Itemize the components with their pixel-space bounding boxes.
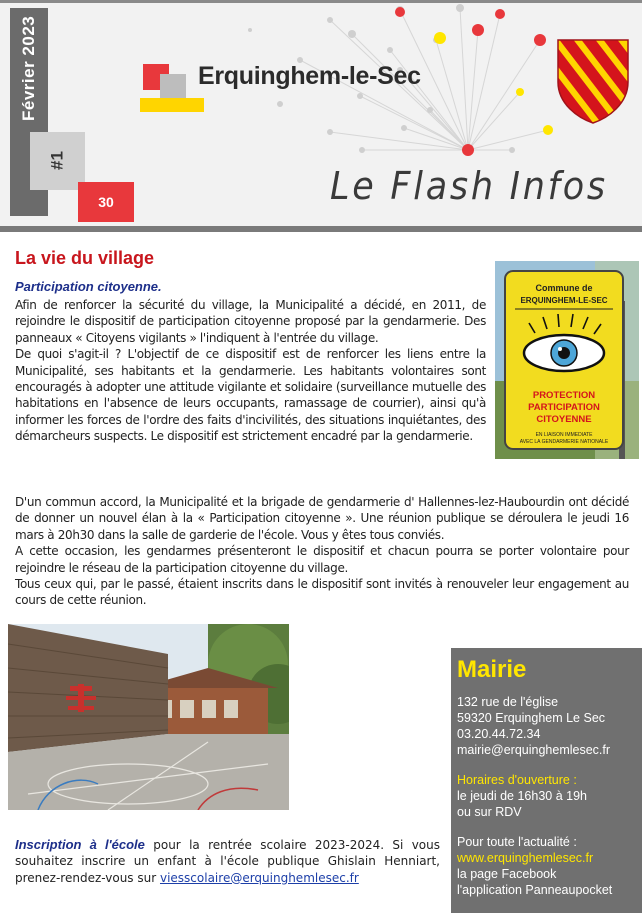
mairie-address-line: 132 rue de l'église [457,695,559,709]
mairie-title: Mairie [457,656,527,683]
sign-line: EN LIAISON IMMEDIATE [535,432,593,438]
section-title: La vie du village [15,248,155,268]
paragraph: De quoi s'agit-il ? L'objectif de ce dispositif est de renforcer les liens entre la Municipalité, ses habitants et la gendarmerie. Les habitants volontaires sont encouragés à adopter une attitude vigilante et solidaire (surveillance mutuelle des habitations en l'absence de leurs occupants, ramassage de courrier), ainsi qu'à informer les forces de l'ordre des faits d'incivilités, des situations inquiétantes, des démarcheurs suspects. Le dispositif est strictement encadré par la gendarmerie. [15,347,486,444]
hours-line: ou sur RDV [457,805,522,819]
enrollment-text: pour la rentrée scolaire 2023-2024. Si vous souhaitez inscrire un enfant à l'école publique Ghislain Henniart, prenez-rendez-vous sur [15,838,440,885]
paragraph: Afin de renforcer la sécurité du village, la Municipalité a décidé, en 2011, de rejoindre le dispositif de participation citoyenne proposé par la gendarmerie. Des panneaux « Citoyens vigilants » l'indiquent à l'entrée du village. [15,298,486,345]
newsletter-title: Le Flash Infos [330,164,608,208]
hours-label: Horaires d'ouverture : [457,773,577,787]
news-label: Pour toute l'actualité : [457,835,577,849]
mairie-phone: 03.20.44.72.34 [457,727,541,741]
app-line: l'application Panneaupocket [457,883,613,897]
enrollment-heading: Inscription à l'école [15,837,145,852]
logo-yellow-bar [140,98,204,112]
coat-of-arms-icon [556,38,630,124]
school-enrollment-notice [15,837,440,886]
sign-line: ERQUINGHEM-LE-SEC [520,296,608,305]
school-yard-photo [8,624,289,810]
article-subheading: Participation citoyenne. [15,279,162,294]
school-email-link[interactable]: viesscolaire@erquinghemlesec.fr [159,870,359,885]
header-bottom-rule [0,226,642,232]
sign-line: PROTECTION [532,390,596,401]
sign-line: CITOYENNE [536,414,592,425]
mairie-contact-box [451,648,642,913]
issue-date: Février 2023 [19,15,38,121]
article-body [15,494,629,609]
website-link[interactable]: www.erquinghemlesec.fr [457,851,594,865]
facebook-line: la page Facebook [457,867,557,881]
mairie-address-line: 59320 Erquinghem Le Sec [457,711,606,725]
issue-label: #1 [47,151,67,171]
sign-line: AVEC LA GENDARMERIE NATIONALE [519,439,609,445]
article-intro [15,297,486,445]
paragraph: A cette occasion, les gendarmes présenteront le dispositif et chacun pourra se porter volontaire pour rejoindre le réseau de la participation citoyenne du village. [15,544,629,575]
issue-number: 30 [78,182,134,222]
sign-line: Commune de [535,283,593,293]
paragraph: Tous ceux qui, par le passé, étaient inscrits dans le dispositif sont invités à renouveler leur engagement au cours de cette réunion. [15,577,629,608]
hours-line: le jeudi de 16h30 à 19h [457,789,587,803]
citizen-participation-sign-photo [495,261,639,459]
newsletter-header [0,0,642,232]
mairie-email[interactable]: mairie@erquinghemlesec.fr [457,743,611,757]
sign-line: PARTICIPATION [528,402,600,413]
logo-gray-square [160,74,186,98]
village-name: Erquinghem-le-Sec [198,62,421,90]
paragraph: D'un commun accord, la Municipalité et la brigade de gendarmerie d' Hallennes-lez-Haubourdin ont décidé de donner un nouvel élan à la « Participation citoyenne ». Une réunion publique se déroulera le jeudi 16 mars à 20h30 dans la salle de garderie de l'école. Vous y êtes tous conviés. [15,495,629,542]
